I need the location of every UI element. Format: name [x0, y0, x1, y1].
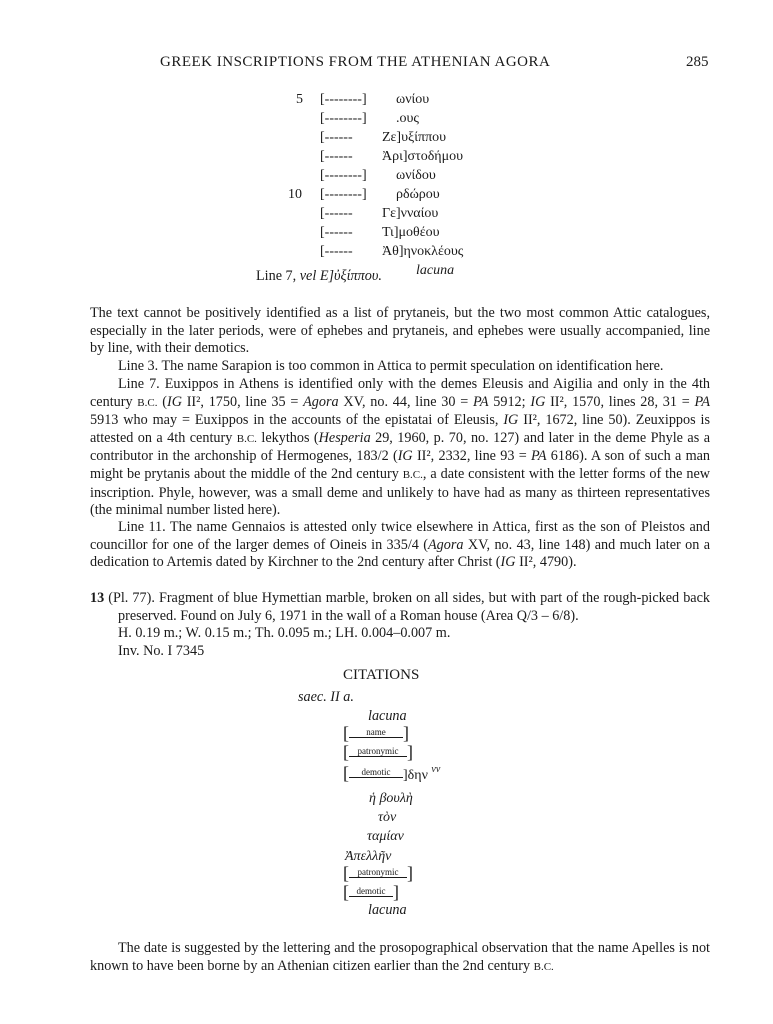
paragraph-commentary-1: The text cannot be positively identified as a list of prytaneis, but the two most common Attic catalogues, especially in the later periods, were of ephebes and prytaneis, and ephebes were usually accompanied, line by line, with their demotics.: [90, 305, 710, 357]
paragraph-line-7: Line 7. Euxippos in Athens is identified only with the demes Eleusis and Aigilia and only in the 4th century B.C. (IG II², 1750, line 35 = Agora XV, no. 44, line 30 = PA 5912; IG II², 1570, lines 28, 31 = PA 5913 who may = Euxippos in the accounts of the epistatai of Eleusis, IG II², 1672, line 50). Zeuxippos is attested on a 4th century B.C. lekythos (Hesperia 29, 1960, p. 70, no. 127) and later in the deme Phyle as a contributor in the archonship of Hermogenes, 183/2 (IG II², 2332, line 93 = PA 6186). A son of such a man might be prytanis about the middle of the 2nd century B.C., a date consistent with the letter forms of the new inscription. Phyle, however, was a small deme and unlikely to have had as many as thirteen representatives (the minimal number listed here).: [90, 376, 711, 519]
lacuna-marker: lacuna: [368, 902, 407, 918]
paragraph-line-3: Line 3. The name Sarapion is too common in Attica to permit speculation on identification here.: [118, 358, 664, 374]
citation-line-ton: τὸν: [378, 810, 397, 825]
citation-name-line: [ name ]: [343, 723, 409, 743]
citation-demotic-line: [ demotic ]δην $^{vv}$: [343, 763, 441, 783]
entry-13: [90, 590, 710, 660]
paragraph-date-note: The date is suggested by the lettering and the prosopographical observation that the name Apelles is not known to have been borne by an Athenian citizen earlier than the 2nd century B.C.: [90, 940, 710, 974]
paragraph-line-11: Line 11. The name Gennaios is attested only twice elsewhere in Attica, first as the son of Pleistos and councillor for one of the larger demes of Oineis in 335/4 (Agora XV, no. 43, line 148) and much later on a dedication to Artemis dated by Kirchner to the 2nd century after Christ (IG II², 4790).: [90, 519, 710, 571]
citation-patronymic-line: [ patronymic ]: [343, 742, 413, 762]
citation-demotic-line-2: [ demotic ]: [343, 882, 399, 902]
citation-line-tamian: ταμίαν: [367, 829, 404, 844]
citation-patronymic-line-2: [ patronymic ]: [343, 863, 413, 883]
citation-line-boule: ἡ βουλὴ: [369, 791, 413, 806]
entry-13-description: 13 (Pl. 77). Fragment of blue Hymettian marble, broken on all sides, but with part of the rough-picked back preserved. Found on July 6, 1971 in the wall of a Roman house (Area Q/3 – 6/8).: [90, 590, 710, 624]
lacuna-marker: lacuna: [368, 708, 407, 724]
lacuna-marker: lacuna: [416, 263, 455, 278]
page-number: 285: [686, 54, 709, 70]
entry-13-dimensions: H. 0.19 m.; W. 0.15 m.; Th. 0.095 m.; LH. 0.004–0.007 m.: [118, 625, 451, 642]
entry-13-inventory: Inv. No. I 7345: [118, 642, 205, 659]
citation-line-apellen: Ἀπελλῆν: [345, 849, 392, 864]
citations-date: saec. II a.: [298, 689, 354, 705]
running-header: GREEK INSCRIPTIONS FROM THE ATHENIAN AGORA: [160, 54, 551, 70]
citations-title: CITATIONS: [343, 667, 420, 683]
line-7-note: Line 7, vel E]ὐξίππου.: [256, 268, 382, 284]
